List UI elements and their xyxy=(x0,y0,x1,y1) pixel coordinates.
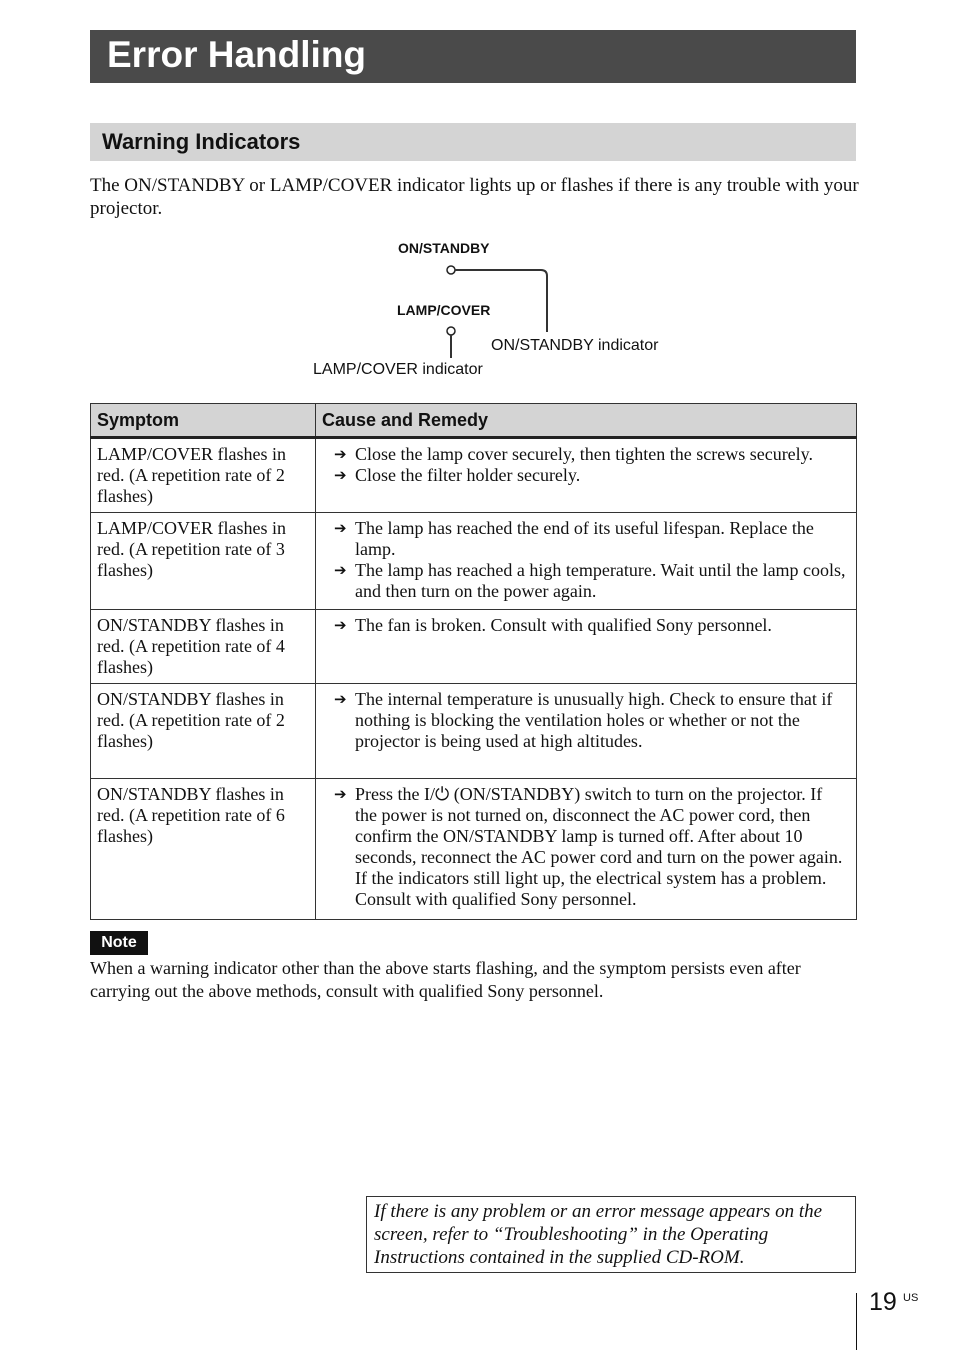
note-text: When a warning indicator other than the above starts flashing, and the symptom persists even after carrying out the above methods, consult with qualified Sony personnel. xyxy=(90,958,801,1001)
page-number-rule xyxy=(856,1293,857,1350)
remedy-item xyxy=(334,560,846,602)
remedy-item xyxy=(334,615,846,636)
remedy-item xyxy=(334,518,846,560)
remedy-item xyxy=(334,465,846,486)
remedy-text: The lamp has reached the end of its useful lifespan. Replace the lamp. xyxy=(355,518,814,559)
on-standby-indicator-icon xyxy=(447,266,455,274)
arrow-icon: ➔ xyxy=(334,690,347,708)
lamp-cover-indicator-icon xyxy=(447,327,455,335)
arrow-icon: ➔ xyxy=(334,616,347,634)
table-row xyxy=(91,513,857,610)
remedy-text: The fan is broken. Consult with qualified Sony personnel. xyxy=(355,615,772,635)
section-title: Warning Indicators xyxy=(90,123,856,161)
remedy-item xyxy=(334,784,846,910)
remedy-item xyxy=(334,444,846,465)
arrow-icon: ➔ xyxy=(334,445,347,463)
arrow-icon: ➔ xyxy=(334,466,347,484)
arrow-icon: ➔ xyxy=(334,519,347,537)
symptom-cell: ON/STANDBY flashes in red. (A repetition rate of 6 flashes) xyxy=(91,779,316,920)
symptom-cell: LAMP/COVER flashes in red. (A repetition rate of 2 flashes) xyxy=(91,438,316,513)
remedy-cell xyxy=(316,438,857,513)
remedy-text: Press the I/⏻ (ON/STANDBY) switch to turn on the projector. If the power is not turned on, disconnect the AC power cord, then confirm the ON/STANDBY lamp is turned off. After about 10 seconds, reconnect the AC power cord and turn on the power again. If the indicators still light up, the electrical system has a problem. Consult with qualified Sony personnel. xyxy=(355,784,843,909)
on-standby-callout: ON/STANDBY indicator xyxy=(491,337,659,354)
remedy-cell xyxy=(316,779,857,920)
table-row xyxy=(91,779,857,920)
note-badge: Note xyxy=(90,931,148,955)
warning-indicator-table xyxy=(90,403,857,920)
symptom-cell: LAMP/COVER flashes in red. (A repetition rate of 3 flashes) xyxy=(91,513,316,610)
table-row xyxy=(91,610,857,684)
on-standby-leader-line xyxy=(455,270,547,332)
intro-paragraph: The ON/STANDBY or LAMP/COVER indicator lights up or flashes if there is any trouble with your projector. xyxy=(90,175,859,219)
remedy-text: The lamp has reached a high temperature. Wait until the lamp cools, and then turn on the power again. xyxy=(355,560,846,601)
diagram-lamp-cover-label: LAMP/COVER xyxy=(397,302,491,318)
lamp-cover-callout: LAMP/COVER indicator xyxy=(313,361,483,378)
symptom-cell: ON/STANDBY flashes in red. (A repetition rate of 4 flashes) xyxy=(91,610,316,684)
arrow-icon: ➔ xyxy=(334,561,347,579)
table-header-row xyxy=(91,404,857,438)
symptom-cell: ON/STANDBY flashes in red. (A repetition rate of 2 flashes) xyxy=(91,684,316,779)
table-row xyxy=(91,684,857,779)
remedy-text: Close the filter holder securely. xyxy=(355,465,581,485)
chapter-title: Error Handling xyxy=(90,30,856,83)
indicator-diagram xyxy=(300,236,720,386)
remedy-text: Close the lamp cover securely, then tighten the screws securely. xyxy=(355,444,814,464)
diagram-on-standby-label: ON/STANDBY xyxy=(398,240,490,256)
remedy-text: The internal temperature is unusually high. Check to ensure that if nothing is blocking the ventilation holes or whether or not the projector is being used at high altitudes. xyxy=(355,689,833,751)
remedy-cell xyxy=(316,513,857,610)
page-number: 19 xyxy=(869,1288,897,1316)
reference-box: If there is any problem or an error message appears on the screen, refer to “Troubleshooting” in the Operating Instructions contained in the supplied CD-ROM. xyxy=(366,1196,856,1273)
remedy-cell xyxy=(316,684,857,779)
table-row xyxy=(91,438,857,513)
cause-remedy-header: Cause and Remedy xyxy=(316,404,857,438)
page-region-suffix: US xyxy=(903,1292,919,1304)
remedy-cell xyxy=(316,610,857,684)
table-body xyxy=(91,438,857,920)
arrow-icon: ➔ xyxy=(334,785,347,803)
remedy-item xyxy=(334,689,846,752)
symptom-header: Symptom xyxy=(91,404,316,438)
